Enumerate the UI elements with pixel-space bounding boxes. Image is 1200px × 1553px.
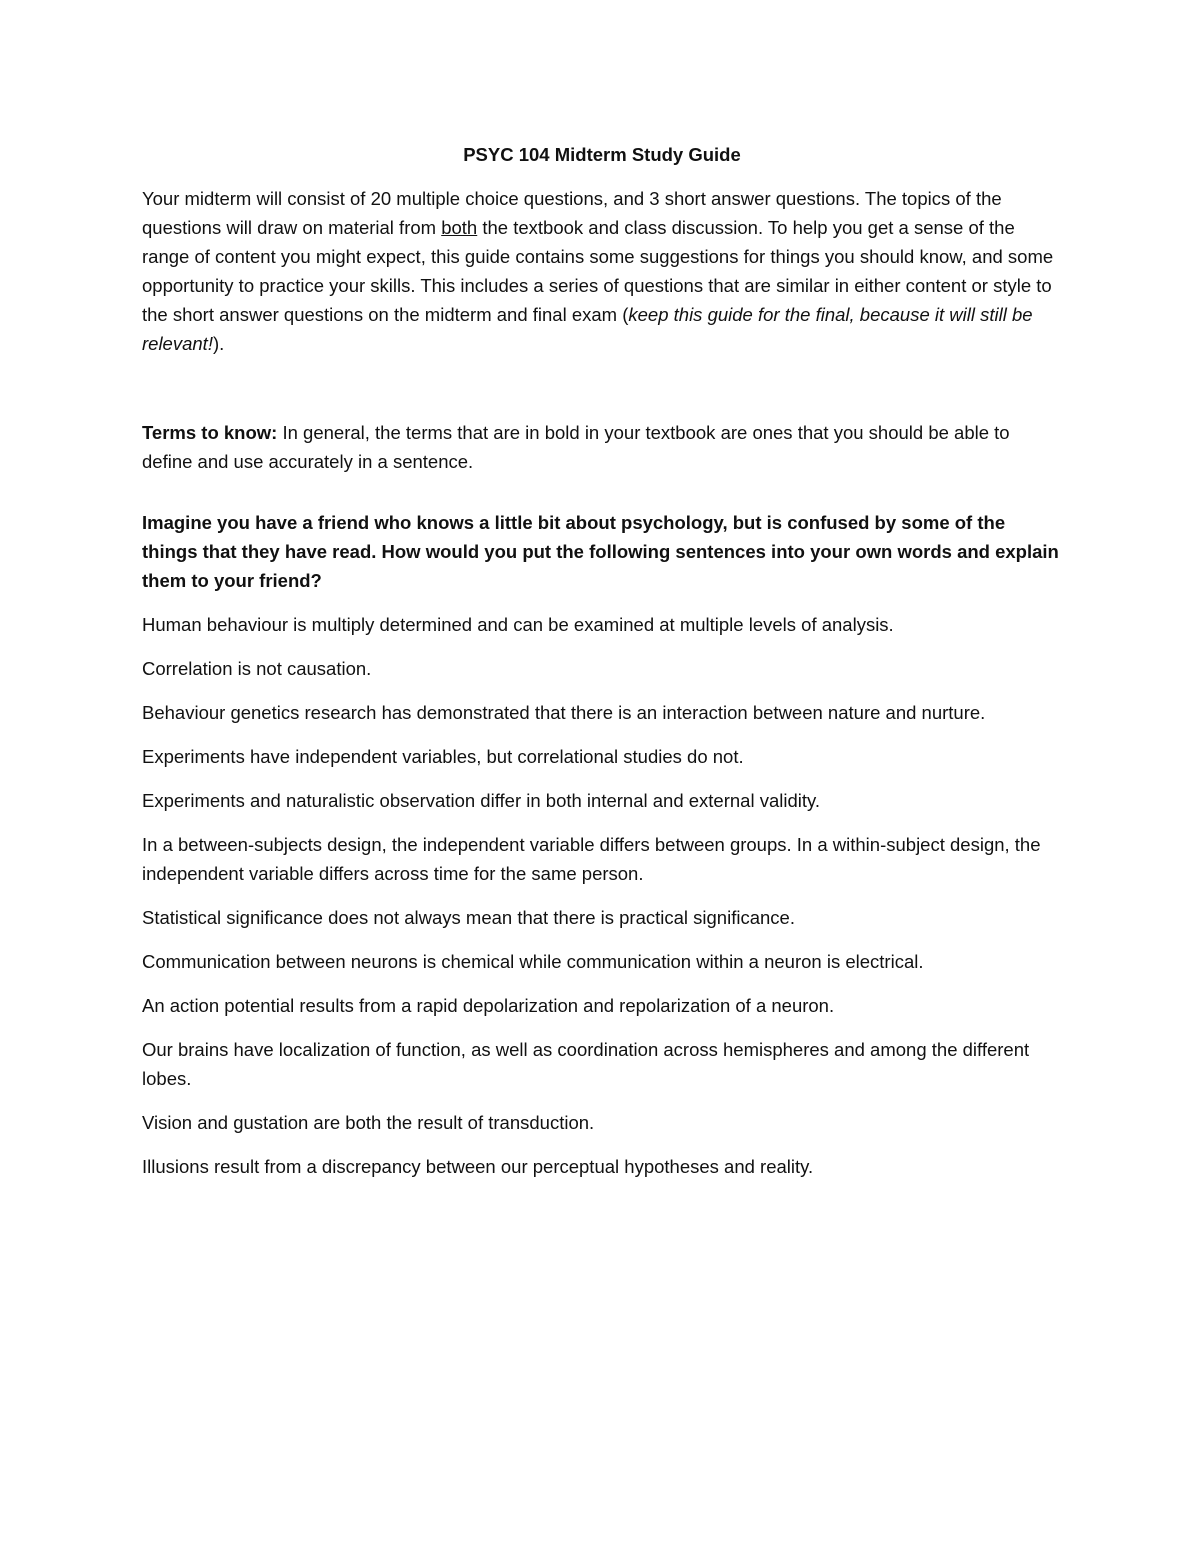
intro-text-3: ). [212, 333, 225, 354]
sentence-item: Human behaviour is multiply determined and can be examined at multiple levels of analysis. [142, 614, 894, 635]
intro-text-2: the textbook and class discussion. To help you get a sense of the range of content you might expect, this guide contains some suggestions for things you should know, and some opportunity to practice your skills. This includes a series of questions that are similar in either content or style to the short answer questions on the midterm and final exam ( [142, 217, 1054, 325]
page-title: PSYC 104 Midterm Study Guide [463, 144, 741, 165]
sentence-item: Communication between neurons is chemical while communication within a neuron is electrical. [142, 951, 924, 972]
sentence-item: An action potential results from a rapid depolarization and repolarization of a neuron. [142, 995, 835, 1016]
terms-paragraph [142, 418, 1062, 476]
terms-text: In general, the terms that are in bold in your textbook are ones that you should be able to define and use accurately in a sentence. [142, 422, 1010, 472]
intro-paragraph [142, 184, 1062, 358]
sentence-item: Experiments have independent variables, but correlational studies do not. [142, 746, 744, 767]
document-body [142, 140, 1062, 1196]
sentence-item: In a between-subjects design, the independent variable differs between groups. In a within-subject design, the independent variable differs across time for the same person. [142, 834, 1041, 884]
intro-text-1: Your midterm will consist of 20 multiple choice questions, and 3 short answer questions. The topics of the questions will draw on material from [142, 188, 1002, 238]
intro-underlined-word: both [441, 217, 478, 238]
terms-label: Terms to know: [142, 422, 278, 443]
sentence-item: Illusions result from a discrepancy between our perceptual hypotheses and reality. [142, 1156, 814, 1177]
sentence-item: Correlation is not causation. [142, 658, 372, 679]
sentence-item: Behaviour genetics research has demonstrated that there is an interaction between nature and nurture. [142, 702, 986, 723]
sentence-item: Statistical significance does not always mean that there is practical significance. [142, 907, 795, 928]
sentence-item: Experiments and naturalistic observation differ in both internal and external validity. [142, 790, 821, 811]
prompt-heading: Imagine you have a friend who knows a little bit about psychology, but is confused by some of the things that they have read. How would you put the following sentences into your own words and explain them to your friend? [142, 512, 1059, 591]
intro-italic-note: keep this guide for the final, because it will still be relevant! [142, 304, 1033, 354]
sentence-item: Vision and gustation are both the result of transduction. [142, 1112, 595, 1133]
sentence-item: Our brains have localization of function, as well as coordination across hemispheres and among the different lobes. [142, 1039, 1030, 1089]
